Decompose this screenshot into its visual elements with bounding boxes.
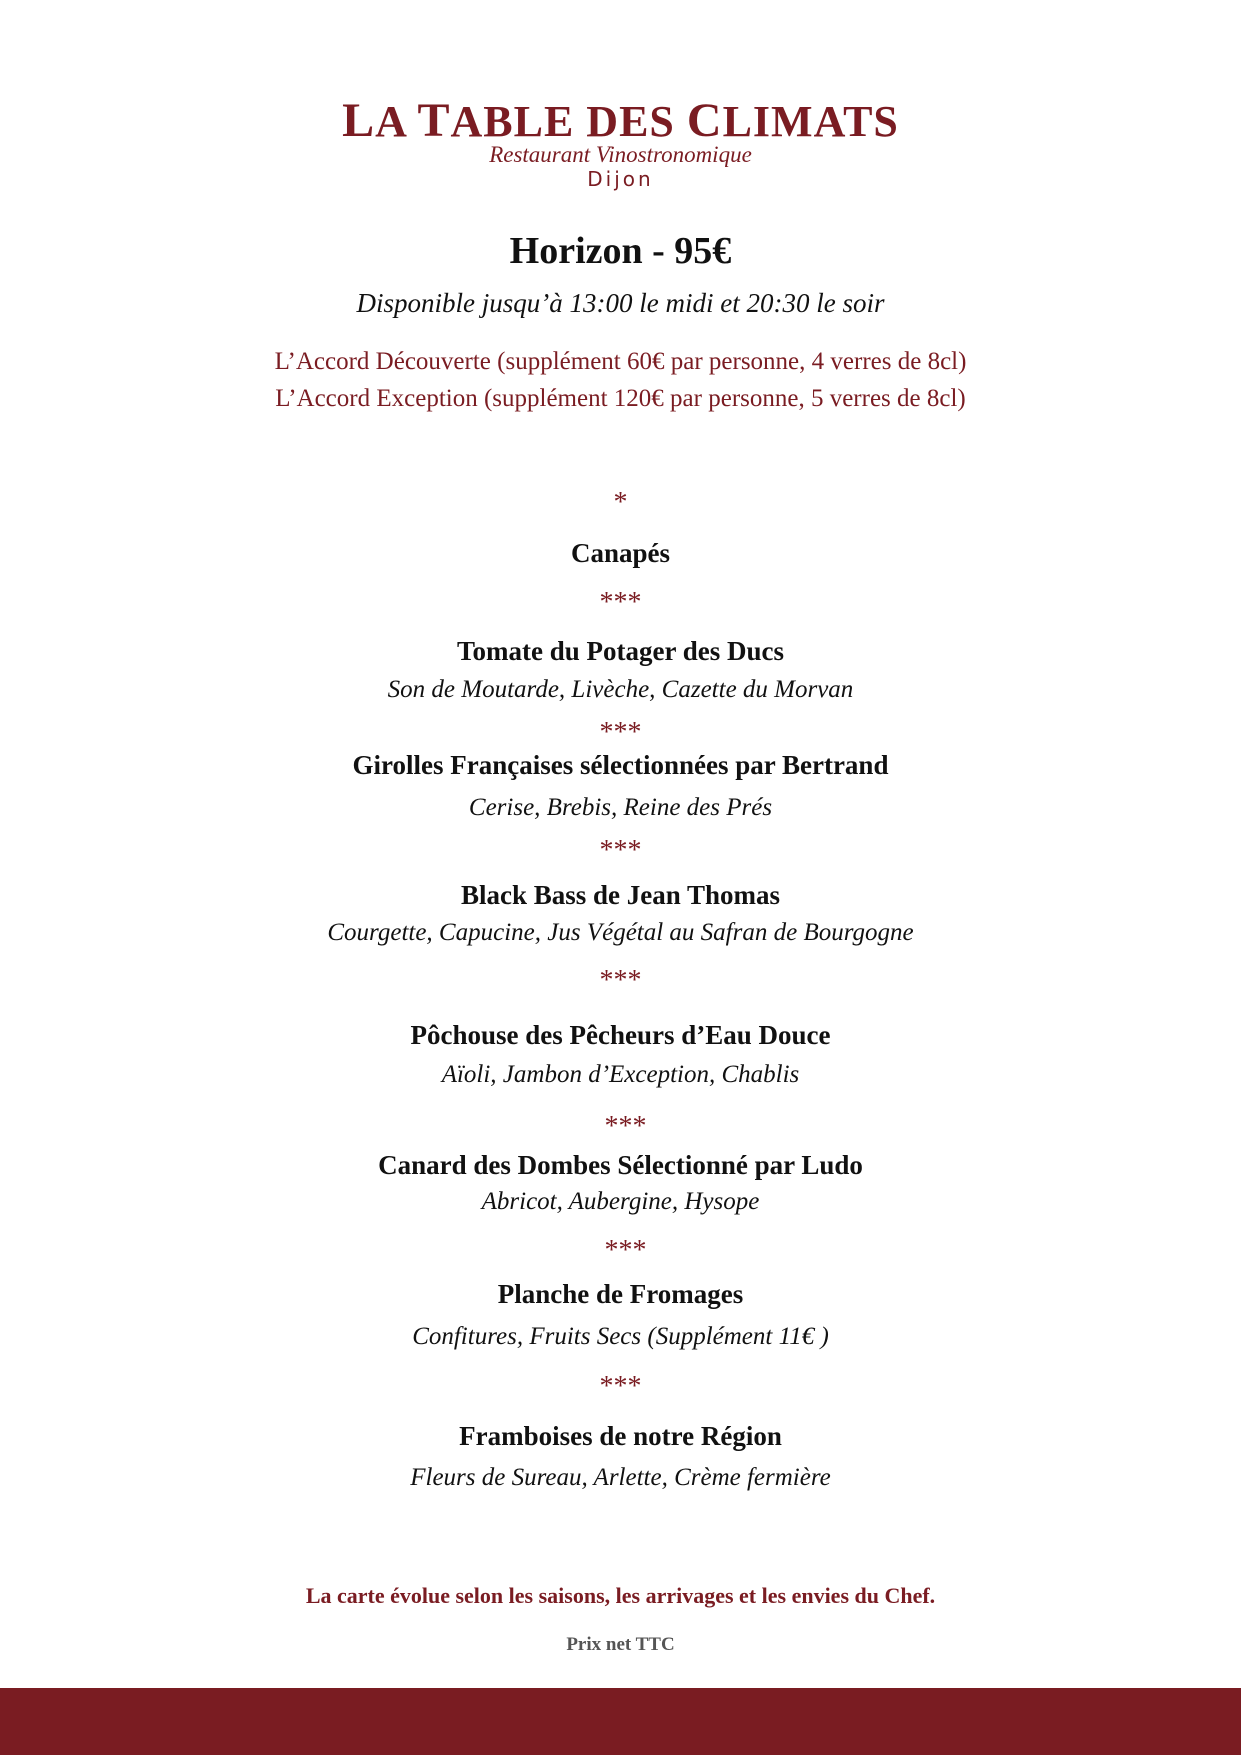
course-description: Aïoli, Jambon d’Exception, Chablis	[441, 1061, 800, 1088]
course-title: Black Bass de Jean Thomas	[460, 880, 781, 910]
restaurant-subtitle: Restaurant Vinostronomique	[489, 142, 752, 167]
course-description: Abricot, Aubergine, Hysope	[481, 1188, 760, 1215]
pairing-exception: L’Accord Exception (supplément 120€ par personne, 5 verres de 8cl)	[275, 385, 966, 412]
course-description: Confitures, Fruits Secs (Supplément 11€ )	[412, 1323, 829, 1350]
separator: ***	[604, 1111, 647, 1142]
brand-initial: T	[417, 94, 451, 147]
course-title: Planche de Fromages	[497, 1279, 744, 1309]
brand-initial: L	[342, 94, 376, 147]
separator: ***	[599, 717, 642, 748]
separator: ***	[599, 587, 642, 618]
brand-text: A	[375, 97, 418, 146]
restaurant-name	[0, 96, 1241, 147]
course-title: Canard des Dombes Sélectionné par Ludo	[378, 1150, 863, 1180]
course-title: Pôchouse des Pêcheurs d’Eau Douce	[410, 1020, 831, 1050]
course-description: Courgette, Capucine, Jus Végétal au Safran de Bourgogne	[327, 919, 914, 946]
seasonal-note: La carte évolue selon les saisons, les arrivages et les envies du Chef.	[305, 1583, 936, 1608]
brand-initial: C	[686, 94, 723, 147]
course-title: Canapés	[570, 538, 671, 568]
course-title: Girolles Françaises sélectionnées par Bertrand	[352, 750, 889, 780]
price-note: Prix net TTC	[566, 1634, 675, 1655]
separator: ***	[599, 835, 642, 866]
pairing-decouverte: L’Accord Découverte (supplément 60€ par personne, 4 verres de 8cl)	[274, 348, 967, 375]
course-title: Framboises de notre Région	[459, 1421, 782, 1451]
brand-text: LIMATS	[722, 97, 899, 146]
availability-text: Disponible jusqu’à 13:00 le midi et 20:30 le soir	[356, 288, 885, 318]
restaurant-city: Dijon	[587, 167, 654, 191]
course-description: Fleurs de Sureau, Arlette, Crème fermière	[410, 1464, 831, 1491]
menu-title: Horizon - 95€	[509, 230, 732, 272]
separator: ***	[604, 1235, 647, 1266]
footer-bar	[0, 1688, 1241, 1755]
course-title: Tomate du Potager des Ducs	[456, 636, 784, 666]
star-divider: *	[613, 487, 628, 518]
separator: ***	[599, 965, 642, 996]
course-description: Son de Moutarde, Livèche, Cazette du Morvan	[387, 676, 854, 703]
brand-text: ABLE DES	[450, 97, 687, 146]
course-description: Cerise, Brebis, Reine des Prés	[468, 794, 773, 821]
separator: ***	[599, 1371, 642, 1402]
